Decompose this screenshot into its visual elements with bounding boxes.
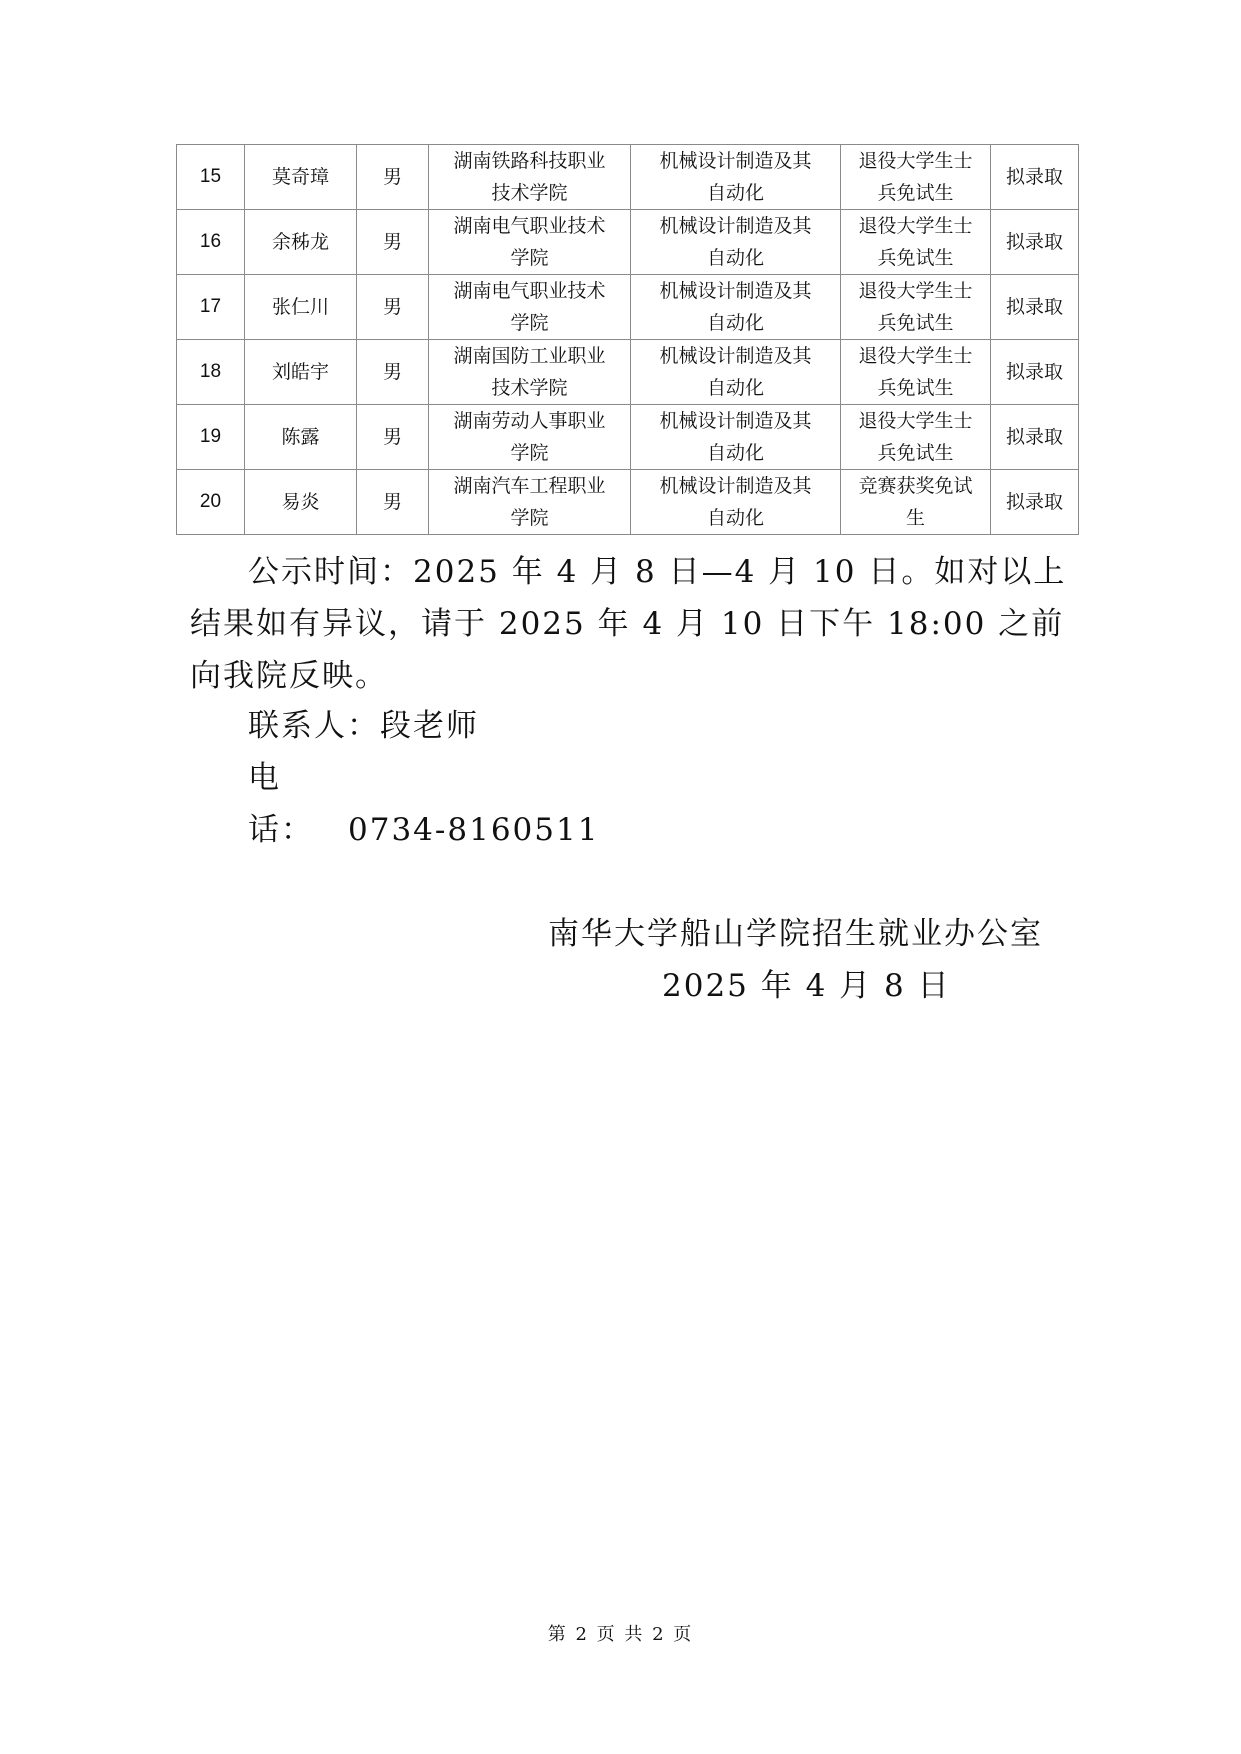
cell-school [429, 405, 631, 470]
major-line-2: 自动化 [706, 312, 764, 334]
cell-result: 拟录取 [991, 210, 1079, 275]
school-line-1: 湖南电气职业技术 [453, 215, 606, 237]
cell-school [429, 340, 631, 405]
major-line-1: 机械设计制造及其 [659, 475, 812, 497]
school-line-2: 学院 [510, 247, 549, 269]
major-line-2: 自动化 [706, 442, 764, 464]
cell-name: 易炎 [245, 470, 357, 535]
notice-paragraph [190, 546, 1070, 702]
major-line-1: 机械设计制造及其 [659, 280, 812, 302]
cell-no: 19 [177, 405, 245, 470]
type-line-1: 退役大学生士 [858, 150, 973, 172]
phone-label: 电 话： [248, 760, 314, 848]
type-line-2: 兵免试生 [877, 442, 954, 464]
notice-text: 公示时间：2025 年 4 月 8 日—4 月 10 日。如对以上结果如有异议，请于 2025 年 4 月 10 日下午 18:00 之前向我院反映。 [190, 554, 1067, 694]
contact-phone [248, 752, 1128, 856]
type-line-1: 退役大学生士 [858, 215, 973, 237]
signature-org: 南华大学船山学院招生就业办公室 [548, 916, 1043, 952]
contact-person-label: 联系人： [248, 708, 380, 744]
cell-no: 17 [177, 275, 245, 340]
school-line-1: 湖南铁路科技职业 [453, 150, 606, 172]
cell-school [429, 210, 631, 275]
school-line-2: 技术学院 [491, 377, 568, 399]
cell-no: 18 [177, 340, 245, 405]
cell-result: 拟录取 [991, 340, 1079, 405]
major-line-1: 机械设计制造及其 [659, 410, 812, 432]
school-line-1: 湖南电气职业技术 [453, 280, 606, 302]
cell-gender: 男 [357, 210, 429, 275]
table-row [177, 210, 1079, 275]
table-row [177, 405, 1079, 470]
major-line-2: 自动化 [706, 507, 764, 529]
major-line-1: 机械设计制造及其 [659, 345, 812, 367]
school-line-2: 技术学院 [491, 182, 568, 204]
table-row [177, 145, 1079, 210]
cell-gender: 男 [357, 405, 429, 470]
type-line-1: 退役大学生士 [858, 410, 973, 432]
type-line-1: 竞赛获奖免试 [858, 475, 973, 497]
cell-major [631, 340, 841, 405]
contact-person-name: 段老师 [380, 708, 479, 744]
cell-no: 15 [177, 145, 245, 210]
cell-name: 陈露 [245, 405, 357, 470]
table-row [177, 470, 1079, 535]
cell-no: 16 [177, 210, 245, 275]
cell-result: 拟录取 [991, 470, 1079, 535]
cell-major [631, 145, 841, 210]
contact-person [248, 700, 1128, 752]
cell-school [429, 470, 631, 535]
major-line-2: 自动化 [706, 247, 764, 269]
cell-gender: 男 [357, 470, 429, 535]
major-line-1: 机械设计制造及其 [659, 150, 812, 172]
cell-major [631, 470, 841, 535]
table-row [177, 340, 1079, 405]
cell-type [841, 405, 991, 470]
cell-name: 张仁川 [245, 275, 357, 340]
phone-number: 0734-8160511 [348, 812, 600, 848]
type-line-2: 生 [905, 507, 925, 529]
cell-result: 拟录取 [991, 145, 1079, 210]
major-line-2: 自动化 [706, 377, 764, 399]
type-line-1: 退役大学生士 [858, 280, 973, 302]
cell-name: 余秭龙 [245, 210, 357, 275]
cell-gender: 男 [357, 340, 429, 405]
major-line-1: 机械设计制造及其 [659, 215, 812, 237]
cell-gender: 男 [357, 145, 429, 210]
cell-type [841, 340, 991, 405]
cell-result: 拟录取 [991, 275, 1079, 340]
cell-major [631, 275, 841, 340]
school-line-2: 学院 [510, 507, 549, 529]
cell-school [429, 145, 631, 210]
school-line-2: 学院 [510, 312, 549, 334]
school-line-1: 湖南汽车工程职业 [453, 475, 606, 497]
type-line-2: 兵免试生 [877, 182, 954, 204]
cell-gender: 男 [357, 275, 429, 340]
cell-type [841, 275, 991, 340]
admission-table [176, 144, 1079, 535]
school-line-1: 湖南国防工业职业 [453, 345, 606, 367]
type-line-2: 兵免试生 [877, 247, 954, 269]
page-footer: 第 2 页 共 2 页 [547, 1624, 694, 1645]
cell-type [841, 470, 991, 535]
type-line-2: 兵免试生 [877, 312, 954, 334]
cell-major [631, 210, 841, 275]
table-row [177, 275, 1079, 340]
signature-date: 2025 年 4 月 8 日 [662, 968, 951, 1004]
type-line-2: 兵免试生 [877, 377, 954, 399]
school-line-1: 湖南劳动人事职业 [453, 410, 606, 432]
cell-type [841, 210, 991, 275]
school-line-2: 学院 [510, 442, 549, 464]
cell-name: 莫奇璋 [245, 145, 357, 210]
cell-major [631, 405, 841, 470]
cell-school [429, 275, 631, 340]
cell-name: 刘皓宇 [245, 340, 357, 405]
cell-result: 拟录取 [991, 405, 1079, 470]
cell-no: 20 [177, 470, 245, 535]
cell-type [841, 145, 991, 210]
major-line-2: 自动化 [706, 182, 764, 204]
type-line-1: 退役大学生士 [858, 345, 973, 367]
